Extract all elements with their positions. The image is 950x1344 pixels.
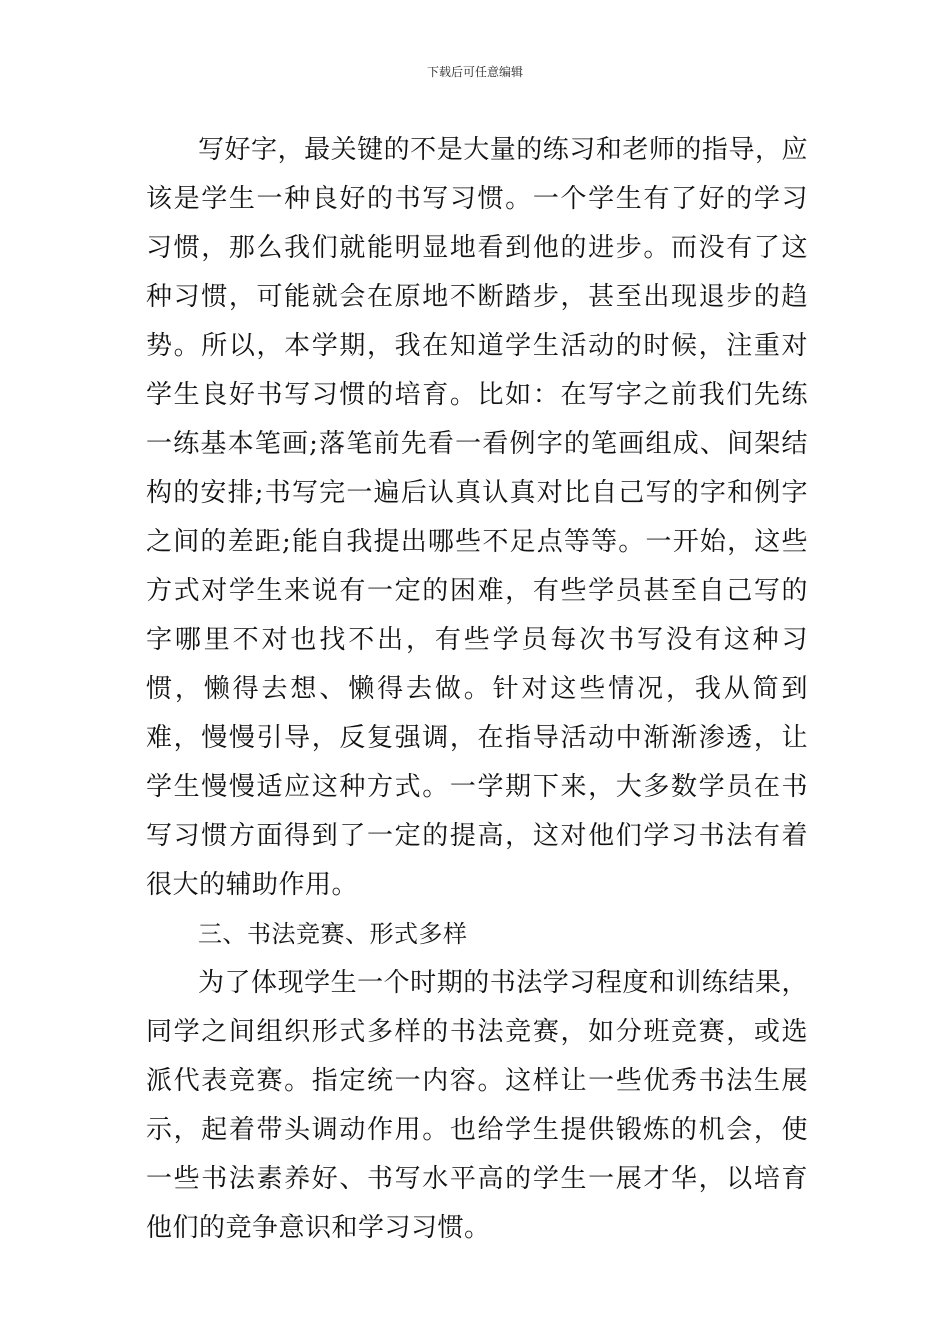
document-body [146, 126, 808, 1253]
paragraph-competitions: 为了体现学生一个时期的书法学习程度和训练结果，同学之间组织形式多样的书法竞赛，如分班竞赛，或选派代表竞赛。指定统一内容。这样让一些优秀书法生展示，起着带头调动作用。也给学生提供锻炼的机会，使一些书法素养好、书写水平高的学生一展才华，以培育他们的竞争意识和学习习惯。 [146, 968, 808, 1243]
paragraph-writing-habits: 写好字，最关键的不是大量的练习和老师的指导，应该是学生一种良好的书写习惯。一个学生有了好的学习习惯，那么我们就能明显地看到他的进步。而没有了这种习惯，可能就会在原地不断踏步，甚至出现退步的趋势。所以，本学期，我在知道学生活动的时候，注重对学生良好书写习惯的培育。比如：在写字之前我们先练一练基本笔画;落笔前先看一看例字的笔画组成、间架结构的安排;书写完一遍后认真认真对比自己写的字和例字之间的差距;能自我提出哪些不足点等等。一开始，这些方式对学生来说有一定的困难，有些学员甚至自己写的字哪里不对也找不出，有些学员每次书写没有这种习惯，懒得去想、懒得去做。针对这些情况，我从简到难，慢慢引导，反复强调，在指导活动中渐渐渗透，让学生慢慢适应这种方式。一学期下来，大多数学员在书写习惯方面得到了一定的提高，这对他们学习书法有着很大的辅助作用。 [146, 135, 808, 900]
section-heading-competitions: 三、书法竞赛、形式多样 [198, 920, 468, 948]
header-note: 下载后可任意编辑 [426, 65, 523, 79]
